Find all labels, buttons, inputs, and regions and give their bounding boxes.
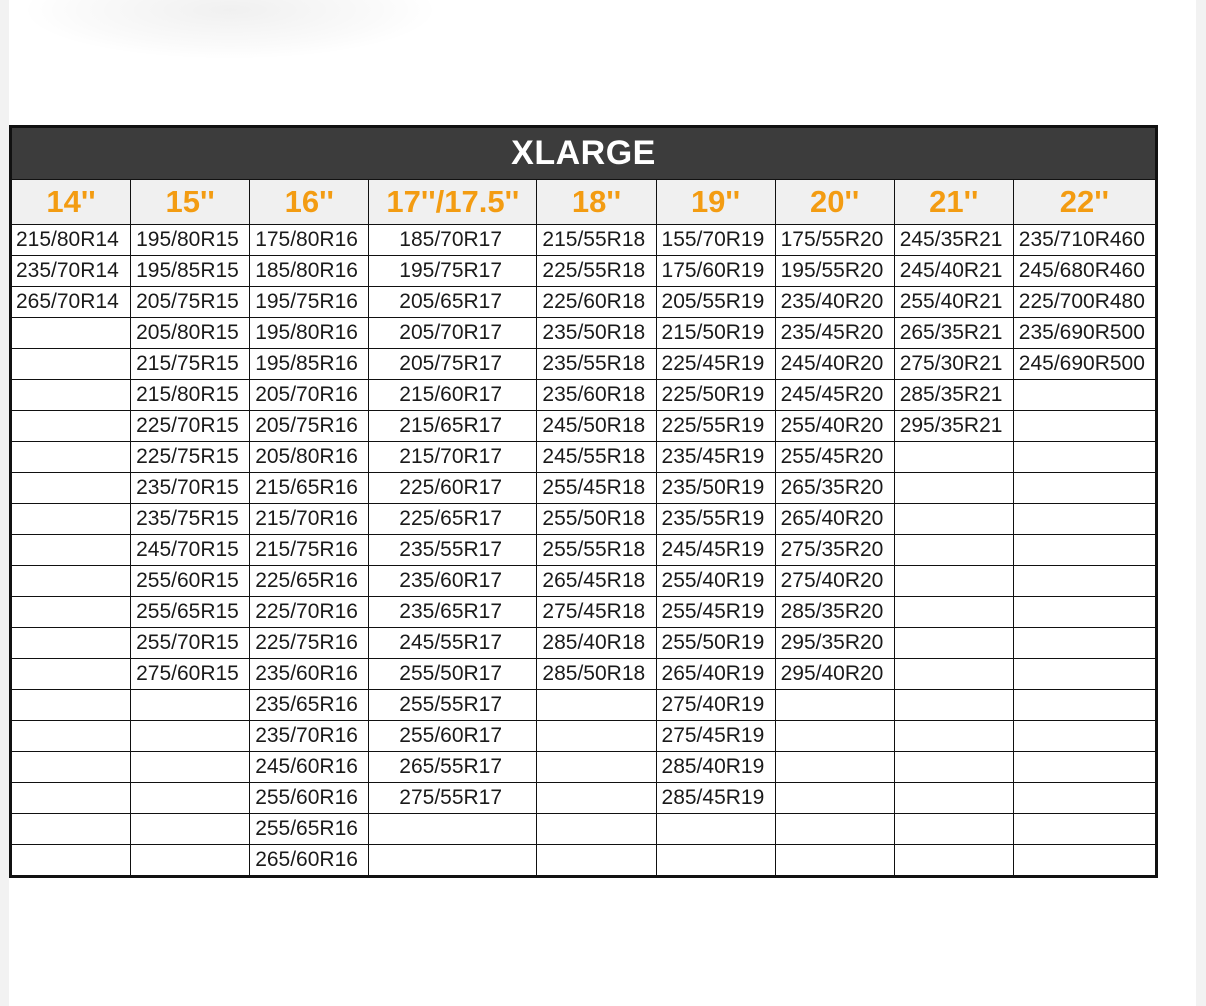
table-cell [894,690,1013,721]
table-cell [11,845,131,877]
table-cell [775,690,894,721]
table-cell: 275/35R20 [775,535,894,566]
table-cell: 255/60R16 [250,783,369,814]
table-cell: 225/75R16 [250,628,369,659]
table-row [11,690,1157,721]
table-cell: 195/75R17 [369,256,537,287]
table-row [11,535,1157,566]
table-cell [11,659,131,690]
table-cell: 195/85R15 [131,256,250,287]
table-cell: 235/65R17 [369,597,537,628]
table-cell: 275/40R20 [775,566,894,597]
table-cell: 275/45R19 [656,721,775,752]
table-cell [1013,721,1156,752]
table-cell [1013,783,1156,814]
table-cell: 245/680R460 [1013,256,1156,287]
table-cell: 235/50R18 [537,318,656,349]
table-cell: 225/50R19 [656,380,775,411]
table-cell: 205/75R17 [369,349,537,380]
table-cell [11,349,131,380]
table-cell: 215/75R16 [250,535,369,566]
table-cell: 255/45R18 [537,473,656,504]
column-header: 19'' [656,180,775,225]
table-cell: 285/35R20 [775,597,894,628]
table-cell [11,783,131,814]
table-cell: 245/45R19 [656,535,775,566]
table-cell: 265/55R17 [369,752,537,783]
table-cell [894,783,1013,814]
column-header-row [11,180,1157,225]
table-row [11,752,1157,783]
table-row [11,442,1157,473]
table-cell [369,845,537,877]
table-cell [11,411,131,442]
table-cell: 215/60R17 [369,380,537,411]
table-cell: 245/35R21 [894,225,1013,256]
table-row [11,628,1157,659]
table-cell: 215/70R17 [369,442,537,473]
table-cell [1013,411,1156,442]
table-cell [11,535,131,566]
table-cell [775,752,894,783]
table-cell [894,845,1013,877]
table-cell: 255/55R17 [369,690,537,721]
table-cell: 245/690R500 [1013,349,1156,380]
table-cell: 245/50R18 [537,411,656,442]
table-cell [894,597,1013,628]
table-cell [894,566,1013,597]
table-cell: 275/30R21 [894,349,1013,380]
table-cell: 215/55R18 [537,225,656,256]
table-cell [775,721,894,752]
table-cell: 255/40R19 [656,566,775,597]
table-cell: 255/50R19 [656,628,775,659]
table-cell: 295/40R20 [775,659,894,690]
table-cell: 245/40R21 [894,256,1013,287]
table-row [11,504,1157,535]
table-cell: 155/70R19 [656,225,775,256]
table-cell [131,690,250,721]
table-cell [11,504,131,535]
table-cell [894,504,1013,535]
tire-size-chart [9,125,1158,878]
table-cell [894,752,1013,783]
table-cell: 235/55R17 [369,535,537,566]
table-cell [537,814,656,845]
table-cell [11,597,131,628]
table-cell: 205/80R15 [131,318,250,349]
table-cell: 195/85R16 [250,349,369,380]
table-cell [1013,628,1156,659]
table-cell: 245/70R15 [131,535,250,566]
table-cell: 195/80R16 [250,318,369,349]
table-cell: 215/50R19 [656,318,775,349]
table-row [11,783,1157,814]
table-cell [1013,845,1156,877]
table-cell: 215/75R15 [131,349,250,380]
table-cell [537,845,656,877]
table-cell [1013,473,1156,504]
table-cell: 265/60R16 [250,845,369,877]
table-cell: 295/35R21 [894,411,1013,442]
table-cell: 225/65R17 [369,504,537,535]
table-cell: 285/40R18 [537,628,656,659]
column-header: 14'' [11,180,131,225]
table-cell [1013,752,1156,783]
table-cell [656,814,775,845]
table-cell: 215/65R17 [369,411,537,442]
table-cell: 255/60R15 [131,566,250,597]
table-cell: 225/70R15 [131,411,250,442]
table-cell: 205/70R17 [369,318,537,349]
table-cell [131,752,250,783]
table-cell: 265/45R18 [537,566,656,597]
table-cell: 255/40R21 [894,287,1013,318]
page-edge-right [1196,0,1206,1006]
table-cell [131,783,250,814]
table-cell: 235/60R18 [537,380,656,411]
table-cell [11,628,131,659]
table-cell [1013,535,1156,566]
table-cell: 255/45R20 [775,442,894,473]
table-cell: 215/80R14 [11,225,131,256]
table-cell: 255/55R18 [537,535,656,566]
table-cell: 235/55R19 [656,504,775,535]
table-cell: 265/40R19 [656,659,775,690]
table-cell: 265/70R14 [11,287,131,318]
table-cell: 265/35R20 [775,473,894,504]
table-cell [1013,504,1156,535]
table-cell: 235/75R15 [131,504,250,535]
top-shadow [20,0,440,60]
table-cell: 225/60R18 [537,287,656,318]
table-cell: 235/65R16 [250,690,369,721]
table-cell: 285/45R19 [656,783,775,814]
table-row [11,256,1157,287]
table-cell: 195/75R16 [250,287,369,318]
table-cell [894,659,1013,690]
table-cell [537,783,656,814]
table-cell: 255/65R15 [131,597,250,628]
table-cell: 255/70R15 [131,628,250,659]
table-cell: 225/55R19 [656,411,775,442]
table-cell [131,721,250,752]
table-cell: 255/60R17 [369,721,537,752]
table-cell [775,845,894,877]
table-cell: 185/70R17 [369,225,537,256]
column-header: 20'' [775,180,894,225]
table-cell [775,783,894,814]
table-cell: 185/80R16 [250,256,369,287]
table-body [11,225,1157,877]
table-row [11,411,1157,442]
column-header: 18'' [537,180,656,225]
table-cell: 235/70R16 [250,721,369,752]
table-row [11,349,1157,380]
table-row [11,225,1157,256]
table-cell: 215/80R15 [131,380,250,411]
table-cell: 205/80R16 [250,442,369,473]
table-cell [11,721,131,752]
table-cell [1013,814,1156,845]
table-cell [11,380,131,411]
table-row [11,597,1157,628]
table-cell: 225/45R19 [656,349,775,380]
table-cell [775,814,894,845]
table-cell: 255/45R19 [656,597,775,628]
table-row [11,473,1157,504]
table-row [11,318,1157,349]
table-cell: 235/60R16 [250,659,369,690]
table-row [11,287,1157,318]
table-cell [537,752,656,783]
table-cell [537,690,656,721]
table-cell: 195/55R20 [775,256,894,287]
table-cell: 285/35R21 [894,380,1013,411]
table-cell: 205/75R16 [250,411,369,442]
table-cell: 275/40R19 [656,690,775,721]
page-edge-left [0,0,9,1006]
table-cell: 235/50R19 [656,473,775,504]
table-row [11,566,1157,597]
table-cell [1013,690,1156,721]
table-cell [894,442,1013,473]
table-cell: 285/50R18 [537,659,656,690]
table-row [11,721,1157,752]
table-cell: 245/40R20 [775,349,894,380]
table-cell: 175/55R20 [775,225,894,256]
column-header: 16'' [250,180,369,225]
table-cell: 255/50R18 [537,504,656,535]
table-cell: 235/690R500 [1013,318,1156,349]
table-cell: 245/60R16 [250,752,369,783]
table-row [11,380,1157,411]
table-cell [1013,597,1156,628]
table-cell [11,318,131,349]
table-cell: 175/60R19 [656,256,775,287]
table-cell: 225/65R16 [250,566,369,597]
table-cell: 265/40R20 [775,504,894,535]
table-cell: 215/65R16 [250,473,369,504]
table-cell: 205/70R16 [250,380,369,411]
table-cell [369,814,537,845]
table-cell: 225/75R15 [131,442,250,473]
table-cell: 235/710R460 [1013,225,1156,256]
table-cell [11,752,131,783]
table-cell: 195/80R15 [131,225,250,256]
table-cell: 205/55R19 [656,287,775,318]
table-cell: 255/40R20 [775,411,894,442]
table-cell: 255/65R16 [250,814,369,845]
table-cell [1013,442,1156,473]
table-cell: 285/40R19 [656,752,775,783]
table-cell: 245/55R17 [369,628,537,659]
column-header: 15'' [131,180,250,225]
table-cell [537,721,656,752]
chart-title: XLARGE [11,127,1157,180]
table-cell: 235/40R20 [775,287,894,318]
table-cell: 295/35R20 [775,628,894,659]
table-cell [1013,380,1156,411]
table-cell: 255/50R17 [369,659,537,690]
table-cell [131,845,250,877]
table-cell: 275/45R18 [537,597,656,628]
table-cell: 225/70R16 [250,597,369,628]
table-cell [11,442,131,473]
table-cell: 245/55R18 [537,442,656,473]
table-cell: 265/35R21 [894,318,1013,349]
table-row [11,845,1157,877]
table-cell: 235/45R19 [656,442,775,473]
table-cell [894,814,1013,845]
table-cell: 225/55R18 [537,256,656,287]
table-cell [11,814,131,845]
table-cell: 175/80R16 [250,225,369,256]
column-header: 17''/17.5'' [369,180,537,225]
table-row [11,814,1157,845]
table-cell [656,845,775,877]
table-cell: 235/70R15 [131,473,250,504]
table-row [11,659,1157,690]
column-header: 21'' [894,180,1013,225]
table-cell: 205/75R15 [131,287,250,318]
table-cell: 205/65R17 [369,287,537,318]
table-cell [894,473,1013,504]
table-cell [1013,566,1156,597]
table-cell [11,690,131,721]
table-cell [11,473,131,504]
table-cell: 235/60R17 [369,566,537,597]
table-cell: 235/70R14 [11,256,131,287]
table-cell [11,566,131,597]
table-cell: 225/60R17 [369,473,537,504]
table-cell [894,721,1013,752]
column-header: 22'' [1013,180,1156,225]
table-cell [894,628,1013,659]
table-cell: 245/45R20 [775,380,894,411]
table-cell: 235/55R18 [537,349,656,380]
table-cell: 235/45R20 [775,318,894,349]
table-cell: 215/70R16 [250,504,369,535]
table-cell: 225/700R480 [1013,287,1156,318]
table-cell [894,535,1013,566]
table-cell: 275/60R15 [131,659,250,690]
table-cell [1013,659,1156,690]
table-cell [131,814,250,845]
table-cell: 275/55R17 [369,783,537,814]
